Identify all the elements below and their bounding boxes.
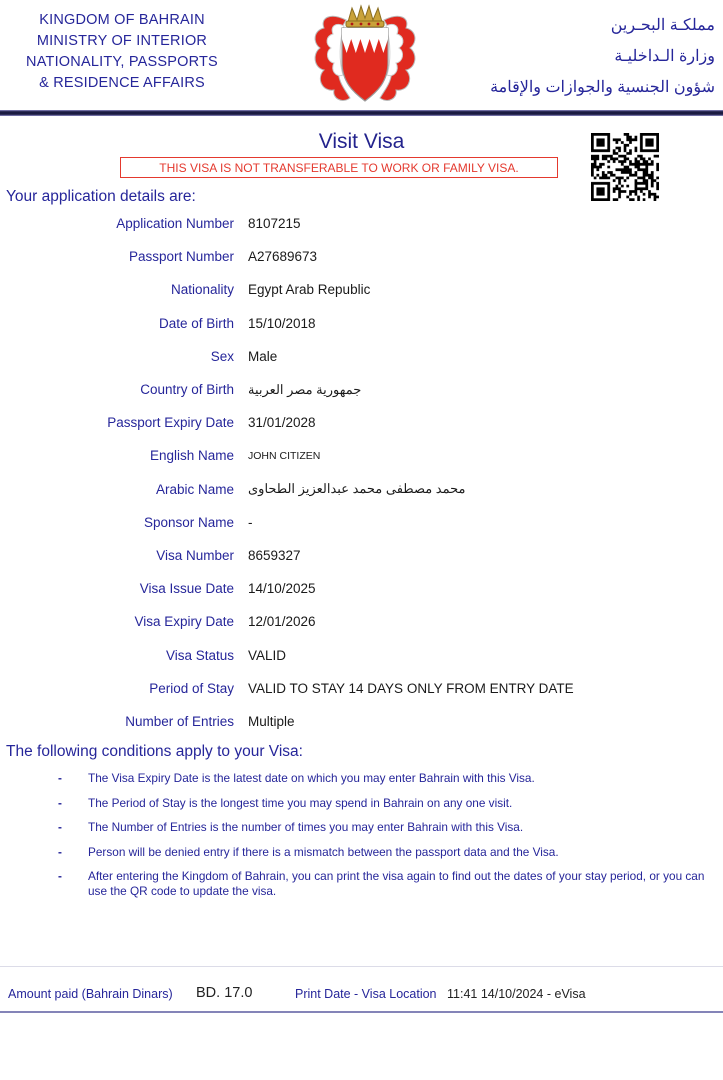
field-row-sex — [0, 340, 723, 373]
dash-bullet: - — [58, 795, 62, 810]
bahrain-coat-of-arms-icon — [308, 2, 422, 108]
field-label: Application Number — [116, 216, 234, 232]
header-en-line4: & RESIDENCE AFFAIRS — [39, 75, 205, 91]
field-row-sponsor-name — [0, 506, 723, 539]
field-label: Sex — [210, 348, 234, 364]
field-value: 15/10/2018 — [248, 315, 316, 331]
field-label: Sponsor Name — [143, 514, 234, 530]
field-row-visa-number — [0, 539, 723, 572]
field-label: Visa Status — [165, 647, 234, 663]
condition-item — [0, 796, 718, 811]
field-value: A27689673 — [248, 249, 318, 265]
field-value: محمد مصطفى محمد عبدالعزيز الطحاوى — [248, 481, 466, 497]
condition-item — [0, 845, 718, 860]
header-ar-line1: مملكـة البحـرين — [610, 17, 715, 34]
field-row-passport-expiry-date — [0, 406, 723, 439]
application-details-list — [0, 207, 723, 738]
field-row-visa-issue-date — [0, 572, 723, 605]
condition-item — [0, 771, 718, 786]
field-row-visa-status — [0, 638, 723, 671]
amount-paid-value: BD. 17.0 — [196, 985, 253, 1001]
field-value: 8107215 — [248, 216, 301, 232]
field-label: Arabic Name — [155, 481, 234, 497]
condition-text: The Number of Entries is the number of times you may enter Bahrain with this Visa. — [88, 820, 524, 834]
field-value: JOHN CITIZEN — [248, 449, 321, 462]
field-label: Period of Stay — [149, 680, 234, 696]
field-value: Male — [248, 348, 278, 364]
condition-text: The Period of Stay is the longest time you may spend in Bahrain on any one visit. — [88, 795, 513, 810]
field-row-number-of-entries — [0, 705, 723, 738]
field-row-application-number — [0, 207, 723, 240]
field-label: Visa Number — [156, 547, 234, 563]
ministry-name-english — [8, 10, 236, 94]
details-section-heading: Your application details are: — [6, 188, 196, 205]
print-date-location-label: Print Date - Visa Location — [295, 987, 437, 1001]
field-row-visa-expiry-date — [0, 605, 723, 638]
header-ar-line2: وزارة الـداخليـة — [614, 48, 715, 65]
footer-divider-bottom — [0, 1011, 723, 1013]
field-label: Nationality — [170, 282, 234, 298]
dash-bullet: - — [58, 820, 62, 834]
field-label: Country of Birth — [140, 382, 234, 398]
notice-text: THIS VISA IS NOT TRANSFERABLE TO WORK OR FAMILY VISA. — [159, 160, 519, 175]
field-row-nationality — [0, 273, 723, 306]
header-ar-line3: شؤون الجنسية والجوازات والإقامة — [490, 79, 715, 96]
field-value: 31/01/2028 — [248, 415, 316, 431]
header-en-line2: MINISTRY OF INTERIOR — [36, 33, 208, 49]
conditions-section-heading: The following conditions apply to your Visa: — [6, 743, 303, 760]
non-transferable-notice — [120, 157, 558, 178]
condition-text: Person will be denied entry if there is a mismatch between the passport data and the Visa. — [88, 844, 559, 859]
field-value: - — [248, 514, 253, 530]
condition-item — [0, 869, 718, 899]
amount-paid-label: Amount paid (Bahrain Dinars) — [8, 987, 173, 1001]
header-en-line1: KINGDOM OF BAHRAIN — [39, 12, 205, 28]
field-value: Multiple — [248, 713, 295, 729]
field-value: 14/10/2025 — [248, 581, 316, 597]
conditions-list — [0, 771, 723, 909]
field-label: Visa Expiry Date — [134, 614, 234, 630]
field-row-english-name — [0, 439, 723, 472]
field-row-date-of-birth — [0, 307, 723, 340]
dash-bullet: - — [58, 771, 62, 785]
field-row-passport-number — [0, 240, 723, 273]
condition-text: The Visa Expiry Date is the latest date on which you may enter Bahrain with this Visa. — [88, 771, 535, 785]
field-row-arabic-name — [0, 473, 723, 506]
page-title: Visit Visa — [318, 130, 405, 153]
field-label: Passport Number — [128, 249, 234, 265]
ministry-name-arabic — [477, 10, 715, 103]
field-value: جمهورية مصر العربية — [248, 381, 362, 397]
field-value: Egypt Arab Republic — [248, 282, 371, 298]
dash-bullet: - — [58, 844, 62, 859]
field-row-period-of-stay — [0, 672, 723, 705]
field-label: Visa Issue Date — [139, 581, 234, 597]
condition-text: After entering the Kingdom of Bahrain, you can print the visa again to find out the dates of your stay period, or you can use the QR code to update the visa. — [88, 869, 705, 898]
header-divider-bar — [0, 110, 723, 116]
field-label: Passport Expiry Date — [107, 415, 234, 431]
print-date-location-value: 11:41 14/10/2024 - eVisa — [447, 987, 586, 1001]
condition-item — [0, 820, 718, 835]
footer-divider-top — [0, 966, 723, 967]
qr-code — [591, 133, 659, 201]
field-value: 12/01/2026 — [248, 614, 316, 630]
field-row-country-of-birth — [0, 373, 723, 406]
field-label: English Name — [149, 448, 234, 464]
field-value: VALID TO STAY 14 DAYS ONLY FROM ENTRY DATE — [248, 680, 574, 696]
field-label: Date of Birth — [158, 315, 234, 331]
dash-bullet: - — [58, 869, 62, 883]
field-label: Number of Entries — [125, 713, 234, 729]
field-value: 8659327 — [248, 547, 301, 563]
field-value: VALID — [248, 647, 287, 663]
header-en-line3: NATIONALITY, PASSPORTS — [26, 54, 218, 70]
